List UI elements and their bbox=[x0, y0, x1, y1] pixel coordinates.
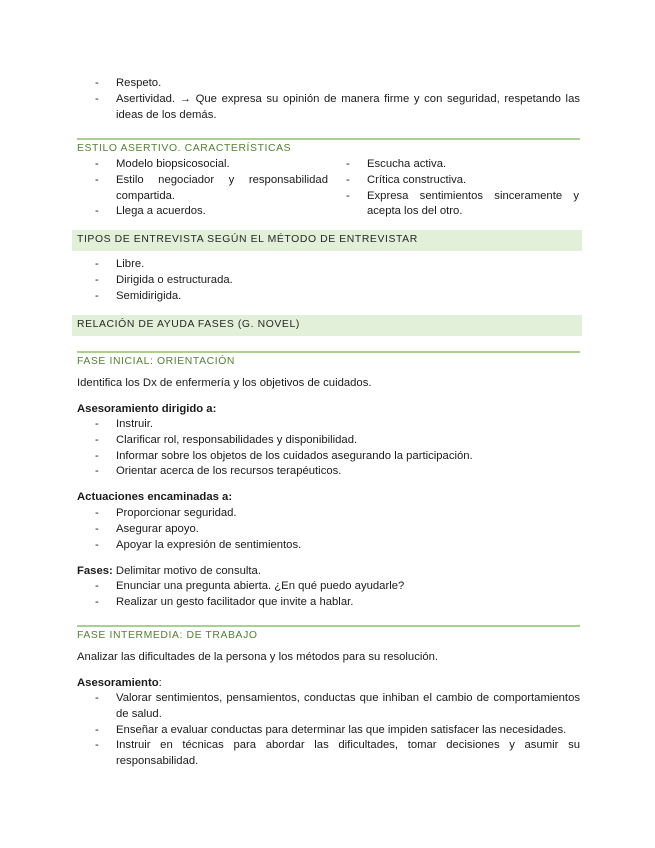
list-item: - Realizar un gesto facilitador que invite a hablar. bbox=[77, 595, 580, 611]
fase-intermedia-intro: Analizar las dificultades de la persona y los métodos para su resolución. bbox=[77, 651, 439, 663]
section-heading-fase-intermedia: FASE INTERMEDIA: DE TRABAJO bbox=[77, 630, 258, 641]
colon: : bbox=[158, 677, 162, 689]
tipos-list bbox=[77, 257, 580, 304]
list-item: - Semidirigida. bbox=[77, 289, 580, 305]
asesoramiento-intermedia-line bbox=[77, 676, 580, 692]
list-item: - Instruir en técnicas para abordar las dificultades, tomar decisiones y asumir su responsabilidad. bbox=[77, 738, 580, 770]
list-item: - Modelo biopsicosocial. bbox=[77, 157, 328, 173]
list-item: - Proporcionar seguridad. bbox=[77, 506, 580, 522]
asesoramiento-list bbox=[77, 417, 580, 480]
section-heading-tipos bbox=[72, 230, 582, 251]
list-item: - Escucha activa. bbox=[328, 157, 579, 173]
section-divider bbox=[77, 138, 580, 140]
fases-list bbox=[77, 579, 580, 611]
section-heading-estilo: ESTILO ASERTIVO. CARACTERÍSTICAS bbox=[77, 143, 292, 154]
list-item: - Respeto. bbox=[77, 76, 580, 92]
asesoramiento-intermedia-list bbox=[77, 691, 580, 770]
list-item: - Dirigida o estructurada. bbox=[77, 273, 580, 289]
estilo-right-list bbox=[328, 157, 579, 220]
fases-label: Fases: bbox=[77, 565, 113, 577]
values-list bbox=[77, 76, 580, 123]
fases-line bbox=[77, 564, 580, 580]
section-heading-relacion bbox=[72, 315, 582, 336]
list-item: - Expresa sentimientos sinceramente y acepta los del otro. bbox=[328, 189, 579, 221]
asesoramiento-label: Asesoramiento dirigido a: bbox=[77, 403, 217, 415]
list-item: - Apoyar la expresión de sentimientos. bbox=[77, 538, 580, 554]
section-title: RELACIÓN DE AYUDA FASES (G. NOVEL) bbox=[77, 319, 300, 330]
actuaciones-list bbox=[77, 506, 580, 553]
asesoramiento-intermedia-label: Asesoramiento bbox=[77, 677, 159, 689]
actuaciones-label: Actuaciones encaminadas a: bbox=[77, 491, 233, 503]
fases-text: Delimitar motivo de consulta. bbox=[112, 565, 261, 577]
section-divider bbox=[77, 625, 580, 627]
list-item: - Informar sobre los objetos de los cuidados asegurando la participación. bbox=[77, 449, 580, 465]
list-item: - Enseñar a evaluar conductas para determinar las que impiden satisfacer las necesidades. bbox=[77, 723, 580, 739]
section-heading-fase-inicial: FASE INICIAL: ORIENTACIÓN bbox=[77, 356, 235, 367]
list-item: - Estilo negociador y responsabilidad compartida. bbox=[77, 173, 328, 205]
list-item: - Valorar sentimientos, pensamientos, conductas que inhiban el cambio de comportamientos de salud. bbox=[77, 691, 580, 723]
fase-inicial-intro: Identifica los Dx de enfermería y los objetivos de cuidados. bbox=[77, 377, 372, 389]
list-item: - Llega a acuerdos. bbox=[77, 204, 328, 220]
list-item: - Instruir. bbox=[77, 417, 580, 433]
list-item: - Libre. bbox=[77, 257, 580, 273]
list-item: - Asegurar apoyo. bbox=[77, 522, 580, 538]
list-item: - Clarificar rol, responsabilidades y disponibilidad. bbox=[77, 433, 580, 449]
estilo-left-list bbox=[77, 157, 328, 220]
list-item: - Crítica constructiva. bbox=[328, 173, 579, 189]
section-title: TIPOS DE ENTREVISTA SEGÚN EL MÉTODO DE ENTREVISTAR bbox=[77, 234, 418, 245]
section-divider bbox=[77, 351, 580, 353]
list-item: - Enunciar una pregunta abierta. ¿En qué puedo ayudarle? bbox=[77, 579, 580, 595]
list-item: - Asertividad. → Que expresa su opinión de manera firme y con seguridad, respetando las ideas de los demás. bbox=[77, 92, 580, 124]
list-item: - Orientar acerca de los recursos terapéuticos. bbox=[77, 464, 580, 480]
